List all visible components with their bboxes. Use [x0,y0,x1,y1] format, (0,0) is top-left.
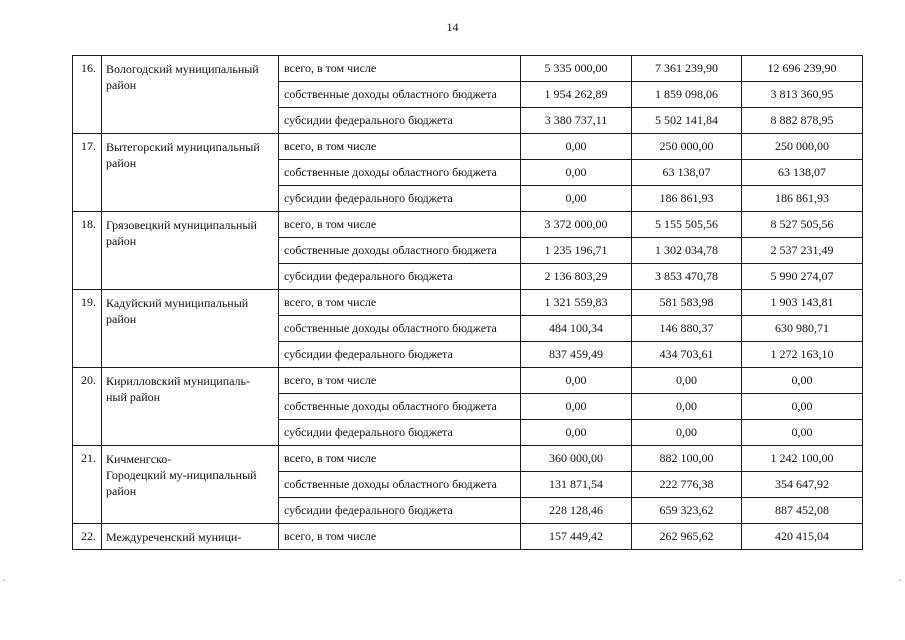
amount-cell [521,238,632,264]
table-row [73,56,863,82]
amount-value-1: 131 871,54 [549,477,603,491]
amount-cell [632,446,742,472]
amount-cell [521,108,632,134]
funding-category-cell [279,82,521,108]
amount-cell [742,446,863,472]
amount-value-3: 250 000,00 [775,139,829,153]
amount-cell [632,472,742,498]
amount-value-1: 3 372 000,00 [544,217,608,231]
amount-value-2: 63 138,07 [662,165,711,179]
amount-value-2: 882 100,00 [659,451,714,465]
funding-category: собственные доходы областного бюджета [284,477,497,491]
row-number-cell [73,524,102,550]
amount-cell [521,56,632,82]
amount-value-2: 0,00 [676,399,697,413]
district-name: Вологодский муниципальный район [106,62,259,92]
row-number: 22. [81,529,96,543]
amount-value-3: 630 980,71 [775,321,829,335]
amount-cell [521,498,632,524]
funding-category: субсидии федерального бюджета [284,191,453,205]
amount-cell [742,524,863,550]
row-number-cell [73,134,102,212]
funding-category-cell [279,264,521,290]
row-number: 18. [81,217,96,231]
amount-value-3: 12 696 239,90 [767,61,837,75]
amount-value-2: 434 703,61 [659,347,714,361]
amount-cell [521,186,632,212]
amount-cell [632,82,742,108]
amount-value-3: 0,00 [791,373,813,387]
row-number-cell [73,56,102,134]
amount-value-1: 0,00 [565,165,587,179]
district-name: Грязовецкий муниципальный район [106,218,257,248]
funding-category: собственные доходы областного бюджета [284,399,497,413]
amount-cell [742,56,863,82]
amount-value-2: 581 583,98 [659,295,714,309]
amount-value-2: 3 853 470,78 [655,269,718,283]
amount-cell [742,394,863,420]
amount-value-1: 484 100,34 [549,321,603,335]
amount-cell [632,368,742,394]
amount-value-3: 0,00 [791,399,813,413]
funding-category-cell [279,368,521,394]
funding-category: субсидии федерального бюджета [284,113,453,127]
amount-value-3: 8 882 878,95 [770,113,834,127]
amount-value-1: 837 459,49 [549,347,603,361]
amount-value-1: 1 321 559,83 [544,295,608,309]
amount-cell [632,394,742,420]
amount-cell [632,160,742,186]
row-number-cell [73,368,102,446]
amount-cell [632,212,742,238]
amount-cell [521,524,632,550]
amount-value-3: 1 272 163,10 [770,347,834,361]
table-row [73,446,863,472]
amount-value-1: 157 449,42 [549,529,603,543]
page-number: 14 [446,20,459,34]
row-number: 16. [81,61,96,75]
amount-value-3: 420 415,04 [775,529,829,543]
amount-cell [521,134,632,160]
amount-value-3: 3 813 360,95 [770,87,834,101]
amount-value-2: 0,00 [676,373,697,387]
amount-value-3: 8 527 505,56 [770,217,834,231]
funding-category-cell [279,186,521,212]
row-number: 20. [81,373,96,387]
amount-value-2: 1 859 098,06 [655,87,718,101]
district-name-cell [102,446,279,524]
district-name-cell [102,134,279,212]
row-number: 19. [81,295,96,309]
amount-value-1: 0,00 [565,399,587,413]
amount-cell [742,368,863,394]
district-name-cell [102,56,279,134]
funding-category: всего, в том числе [284,373,377,387]
amount-value-1: 0,00 [565,191,587,205]
amount-cell [632,56,742,82]
funding-category: всего, в том числе [284,295,377,309]
amount-value-1: 0,00 [565,373,587,387]
amount-cell [742,420,863,446]
row-number-cell [73,212,102,290]
scan-edge-mark [3,580,6,581]
amount-cell [632,290,742,316]
funding-category: субсидии федерального бюджета [284,503,453,517]
amount-cell [521,264,632,290]
district-name: Кирилловский муниципаль- ный район [106,374,251,404]
amount-value-1: 360 000,00 [549,451,603,465]
amount-value-3: 2 537 231,49 [770,243,834,257]
funding-category: собственные доходы областного бюджета [284,165,497,179]
funding-category-cell [279,238,521,264]
amount-value-1: 3 380 737,11 [544,113,608,127]
amount-cell [521,446,632,472]
table-row [73,290,863,316]
amount-cell [521,212,632,238]
amount-cell [742,238,863,264]
district-name: Кичменгско- Городецкий му-ниципальный район [106,452,257,498]
district-name: Кадуйский муниципальный район [106,296,249,326]
amount-value-1: 0,00 [565,139,587,153]
table-row [73,212,863,238]
amount-value-2: 1 302 034,78 [655,243,718,257]
district-name-cell [102,290,279,368]
table-row [73,524,863,550]
amount-cell [742,134,863,160]
funding-category: субсидии федерального бюджета [284,347,453,361]
amount-cell [632,186,742,212]
amount-value-2: 186 861,93 [659,191,714,205]
amount-value-3: 0,00 [791,425,813,439]
amount-cell [742,290,863,316]
amount-cell [521,160,632,186]
row-number-cell [73,446,102,524]
funding-category: собственные доходы областного бюджета [284,243,497,257]
funding-category: всего, в том числе [284,451,377,465]
amount-cell [521,420,632,446]
amount-cell [742,472,863,498]
funding-category-cell [279,316,521,342]
amount-cell [632,264,742,290]
funding-category: всего, в том числе [284,139,377,153]
amount-value-3: 1 903 143,81 [770,295,834,309]
amount-cell [632,342,742,368]
amount-cell [742,108,863,134]
funding-category-cell [279,524,521,550]
amount-cell [632,524,742,550]
amount-value-2: 7 361 239,90 [655,61,718,75]
amount-cell [521,472,632,498]
amount-value-2: 0,00 [676,425,697,439]
amount-value-3: 887 452,08 [775,503,829,517]
amount-value-3: 1 242 100,00 [770,451,834,465]
amount-value-1: 0,00 [565,425,587,439]
amount-cell [521,394,632,420]
amount-value-2: 5 155 505,56 [655,217,718,231]
amount-cell [632,498,742,524]
row-number: 21. [81,451,96,465]
amount-value-2: 659 323,62 [659,503,714,517]
amount-cell [742,186,863,212]
amount-value-3: 186 861,93 [775,191,829,205]
table-row [73,368,863,394]
funding-category-cell [279,342,521,368]
amount-cell [742,342,863,368]
table-row [73,134,863,160]
amount-value-2: 146 880,37 [659,321,714,335]
funding-category-cell [279,446,521,472]
amount-value-1: 1 954 262,89 [544,87,608,101]
funding-category: субсидии федерального бюджета [284,425,453,439]
funding-category-cell [279,472,521,498]
funding-category: субсидии федерального бюджета [284,269,453,283]
row-number: 17. [81,139,96,153]
funding-category-cell [279,134,521,160]
amount-cell [521,82,632,108]
amount-value-2: 222 776,38 [659,477,714,491]
amount-value-1: 2 136 803,29 [544,269,608,283]
district-name-cell [102,368,279,446]
district-name-cell [102,524,279,550]
funding-category-cell [279,290,521,316]
funding-category-cell [279,498,521,524]
amount-value-1: 228 128,46 [549,503,603,517]
amount-cell [521,290,632,316]
amount-cell [632,108,742,134]
amount-value-2: 5 502 141,84 [655,113,718,127]
amount-cell [632,134,742,160]
funding-category: всего, в том числе [284,529,377,543]
funding-category: собственные доходы областного бюджета [284,87,497,101]
amount-value-3: 354 647,92 [775,477,829,491]
amount-cell [742,160,863,186]
funding-category: всего, в том числе [284,61,377,75]
amount-value-3: 63 138,07 [778,165,826,179]
amount-cell [742,82,863,108]
amount-cell [742,498,863,524]
amount-cell [632,238,742,264]
budget-table [72,55,863,550]
funding-category-cell [279,394,521,420]
funding-category-cell [279,56,521,82]
funding-category-cell [279,160,521,186]
amount-value-3: 5 990 274,07 [770,269,834,283]
district-name-cell [102,212,279,290]
amount-value-1: 5 335 000,00 [544,61,608,75]
amount-cell [742,264,863,290]
amount-cell [742,316,863,342]
amount-cell [742,212,863,238]
amount-cell [521,342,632,368]
amount-value-2: 262 965,62 [659,529,714,543]
funding-category: собственные доходы областного бюджета [284,321,497,335]
amount-cell [521,368,632,394]
funding-category: всего, в том числе [284,217,377,231]
funding-category-cell [279,108,521,134]
scan-edge-mark [899,580,902,581]
amount-cell [632,316,742,342]
amount-value-2: 250 000,00 [659,139,714,153]
amount-cell [632,420,742,446]
amount-cell [521,316,632,342]
funding-category-cell [279,212,521,238]
funding-category-cell [279,420,521,446]
amount-value-1: 1 235 196,71 [544,243,608,257]
district-name: Вытегорский муниципальный район [106,140,260,170]
row-number-cell [73,290,102,368]
district-name: Междуреченский муници- [106,530,242,544]
